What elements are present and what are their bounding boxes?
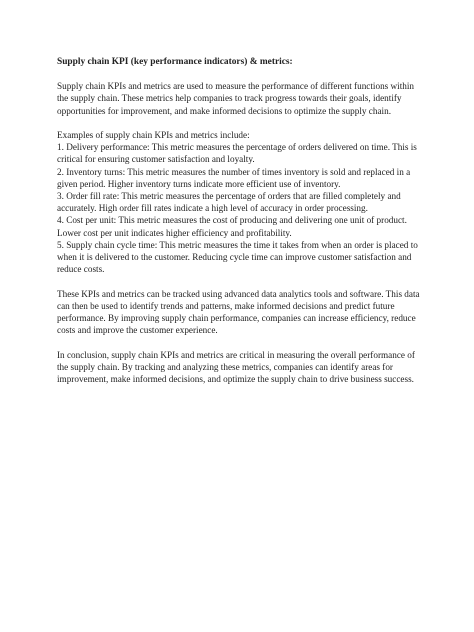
tracking-paragraph: These KPIs and metrics can be tracked using advanced data analytics tools and software. This data can then be used to identify trends and patterns, make informed decisions and predict future performance. By improving supply chain performance, companies can increase efficiency, reduce costs and improve the customer experience. [57,288,420,336]
list-item: 3. Order fill rate: This metric measures the percentage of orders that are filled completely and accurately. High order fill rates indicate a high level of accuracy in order processing. [57,191,401,214]
document-body [57,56,422,397]
examples-heading: Examples of supply chain KPIs and metrics include: [57,130,250,140]
examples-list [57,141,422,275]
list-item: 5. Supply chain cycle time: This metric measures the time it takes from when an order is placed to when it is delivered to the customer. Reducing cycle time can improve customer satisfaction and reduce costs. [57,239,418,275]
intro-paragraph: Supply chain KPIs and metrics are used to measure the performance of different functions within the supply chain. These metrics help companies to track progress towards their goals, identify opportunities for improvement, and make informed decisions to optimize the supply chain. [57,81,415,116]
conclusion-paragraph: In conclusion, supply chain KPIs and metrics are critical in measuring the overall performance of the supply chain. By tracking and analyzing these metrics, companies can identify areas for improvement, make informed decisions, and optimize the supply chain to drive business success. [57,349,415,385]
list-item: 2. Inventory turns: This metric measures the number of times inventory is sold and replaced in a given period. Higher inventory turns indicate more efficient use of inventory. [57,166,411,189]
list-item: 4. Cost per unit: This metric measures the cost of producing and delivering one unit of product. Lower cost per unit indicates higher efficiency and profitability. [57,215,407,238]
document-title: Supply chain KPI (key performance indicators) & metrics: [57,57,293,67]
list-item: 1. Delivery performance: This metric measures the percentage of orders delivered on time. This is critical for ensuring customer satisfaction and loyalty. [57,142,417,165]
